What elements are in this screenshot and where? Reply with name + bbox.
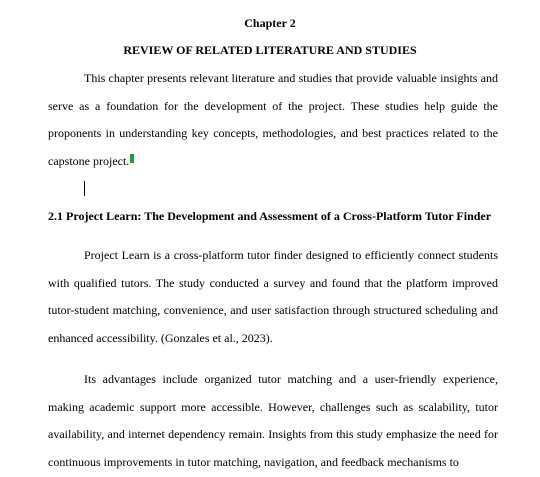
chapter-title: REVIEW OF RELATED LITERATURE AND STUDIES	[123, 43, 417, 57]
intro-paragraph[interactable]	[48, 65, 498, 175]
text-cursor	[84, 181, 85, 196]
section-paragraph-2[interactable]: Its advantages include organized tutor matching and a user-friendly experience, making academic support more accessible. However, challenges such as scalability, tutor availability, and internet dependency remain. Insights from this study emphasize the need for continuous improvements in tutor matching, navigation, and feedback mechanisms to	[48, 372, 498, 469]
section-heading: 2.1 Project Learn: The Development and Assessment of a Cross-Platform Tutor Finder	[48, 209, 492, 223]
section-paragraph-1[interactable]: Project Learn is a cross-platform tutor finder designed to efficiently connect students with qualified tutors. The study conducted a survey and found that the platform improved tutor-student matching, convenience, and user satisfaction through structured scheduling and enhanced accessibility. (Gonzales et al., 2023).	[48, 248, 498, 345]
comment-marker-icon[interactable]	[130, 154, 134, 163]
intro-paragraph-text: This chapter presents relevant literature and studies that provide valuable insights and serve as a foundation for the development of the project. These studies help guide the proponents in understanding key concepts, methodologies, and best practices related to the capstone project.	[48, 71, 498, 168]
chapter-number: Chapter 2	[244, 16, 296, 30]
